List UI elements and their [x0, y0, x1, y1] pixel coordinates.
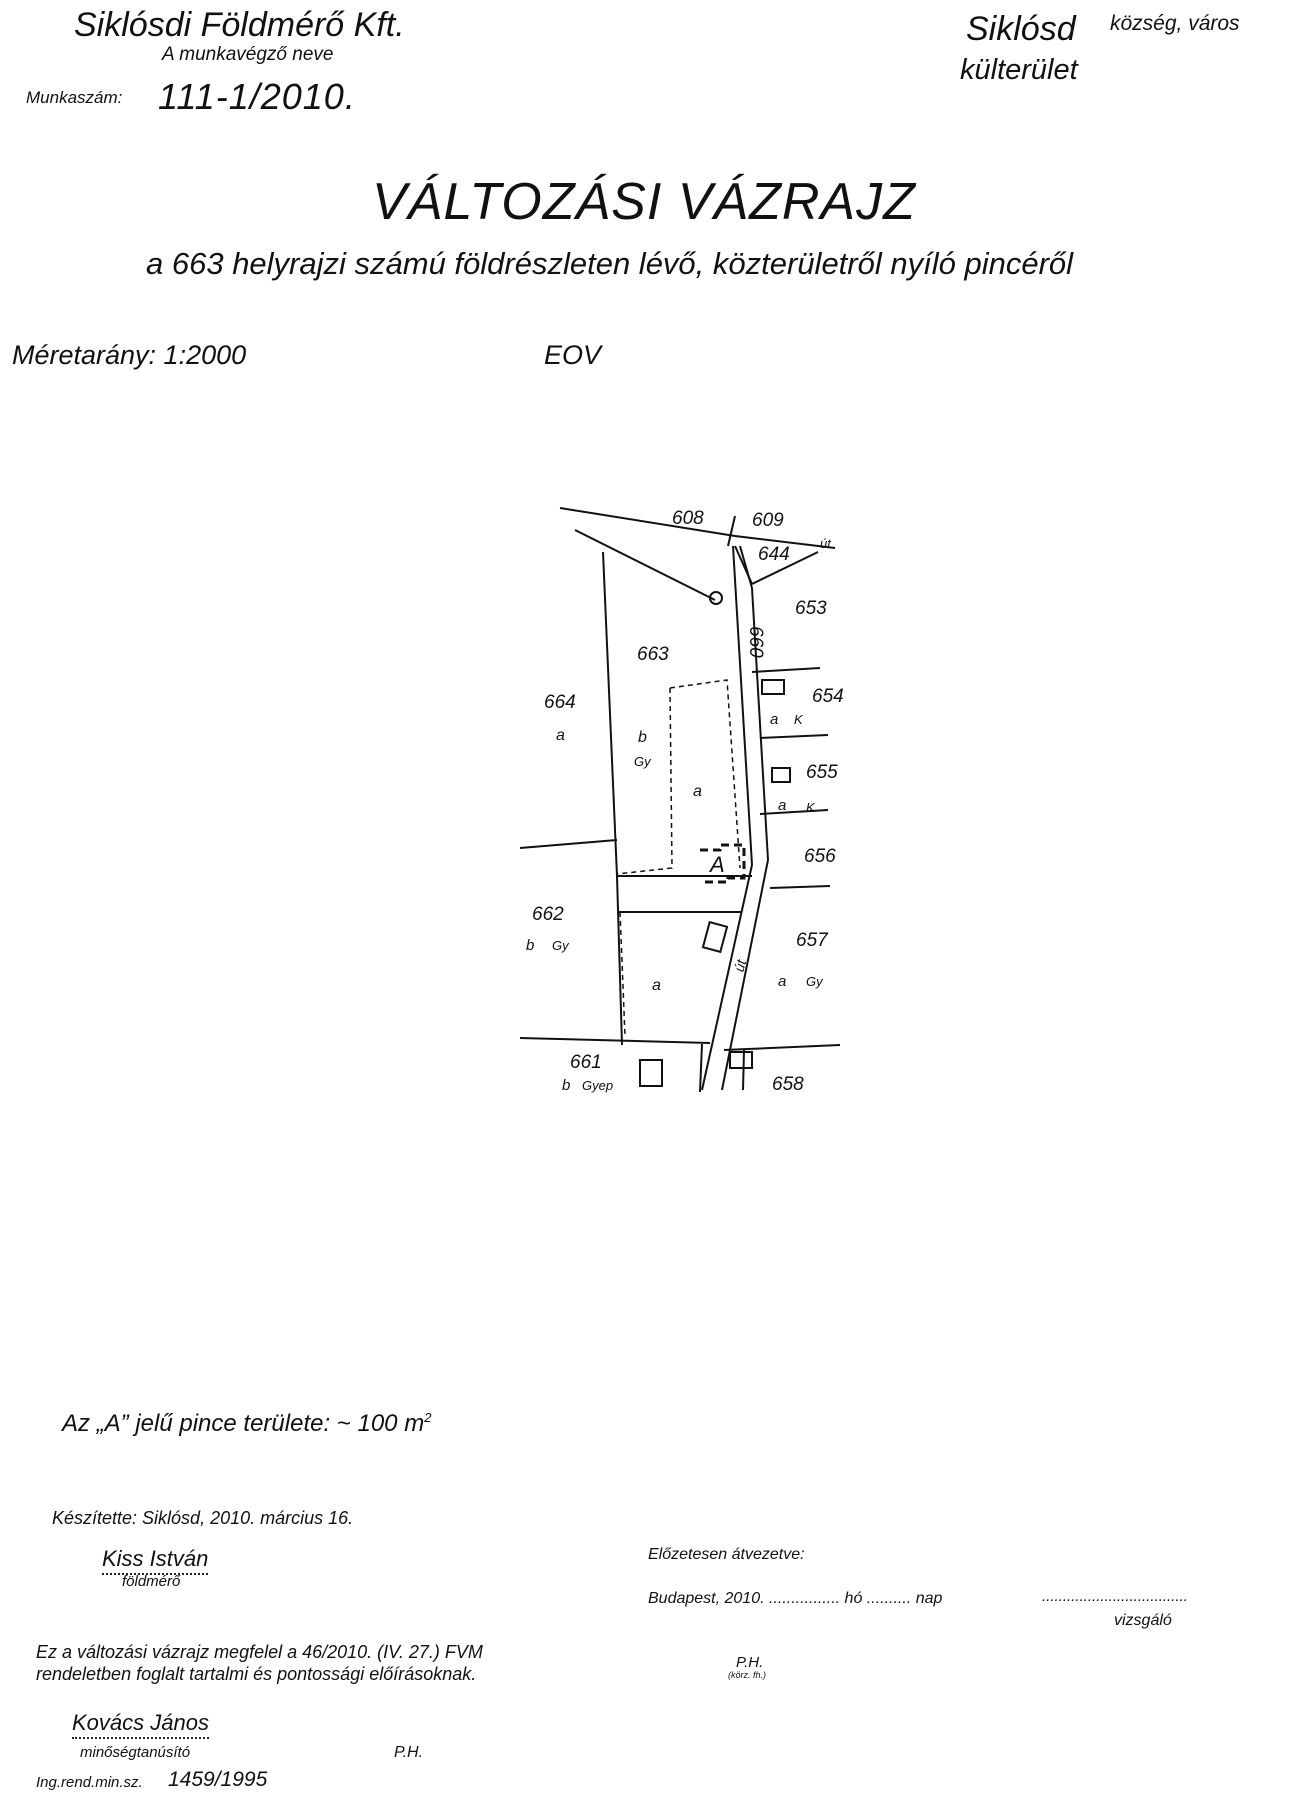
settlement-name: Siklósd [966, 10, 1076, 48]
compliance-line-1: Ez a változási vázrajz megfelel a 46/2010. (IV. 27.) FVM [36, 1642, 483, 1662]
parcel-653: 653 [795, 598, 827, 619]
examiner-signature-line: ................................... [1042, 1588, 1188, 1605]
label-ut-top: út [820, 536, 831, 551]
job-number: 111-1/2010. [158, 76, 356, 117]
parcel-661: 661 [570, 1052, 602, 1073]
parcel-663-gy: Gy [634, 754, 651, 769]
stamp-placeholder-right: P.H. [736, 1654, 764, 1671]
parcel-657-a: a [778, 973, 787, 990]
parcel-663-b: b [638, 729, 647, 746]
qc-title: minőségtanúsító [80, 1744, 191, 1761]
parcel-658: 658 [772, 1074, 804, 1095]
coordinate-system: EOV [544, 340, 602, 370]
parcel-609: 609 [752, 510, 784, 531]
parcel-654: 654 [812, 686, 844, 707]
parcel-654-k: K [794, 712, 803, 727]
surveyor-title: földmérő [122, 1573, 181, 1590]
parcel-655: 655 [806, 762, 838, 783]
parcel-662: 662 [532, 904, 564, 925]
parcel-660: 660 [745, 626, 766, 658]
parcel-657: 657 [796, 930, 828, 951]
prepared-line: Készítette: Siklósd, 2010. március 16. [52, 1508, 354, 1528]
parcel-662-gy: Gy [552, 938, 569, 953]
registration-label: Ing.rend.min.sz. [36, 1774, 143, 1791]
budapest-date-line: Budapest, 2010. ................ hó .......... nap [648, 1590, 943, 1607]
parcel-654-a: a [770, 711, 779, 728]
parcel-656: 656 [804, 846, 836, 867]
cellar-a-label: A [710, 852, 725, 877]
parcel-644: 644 [758, 544, 790, 565]
road-ut-label: út [730, 957, 750, 974]
parcel-664: 664 [544, 692, 576, 713]
parcel-664-sub: a [556, 727, 565, 744]
parcel-661-b: b [562, 1077, 571, 1094]
parcel-608: 608 [672, 508, 704, 529]
stamp-placeholder-left: P.H. [394, 1744, 424, 1761]
company-caption: A munkavégző neve [162, 44, 334, 65]
parcel-655-k: K [806, 800, 815, 815]
area-type: külterület [960, 54, 1078, 86]
parcel-663-a: a [693, 783, 702, 800]
document-title: VÁLTOZÁSI VÁZRAJZ [372, 173, 916, 231]
stamp-placeholder-right-note: (körz. fh.) [728, 1670, 767, 1680]
pre-registered-label: Előzetesen átvezetve: [648, 1546, 805, 1563]
registration-number: 1459/1995 [168, 1768, 268, 1791]
area-unit-exponent: 2 [424, 1410, 432, 1425]
document-subtitle: a 663 helyrajzi számú földrészleten lévő, közterületről nyíló pincéről [146, 246, 1074, 281]
parcel-663: 663 [637, 644, 669, 665]
qc-name: Kovács János [72, 1710, 209, 1739]
cellar-area-note [62, 1410, 431, 1438]
parcel-662-b: b [526, 937, 535, 954]
settlement-caption: község, város [1110, 12, 1240, 35]
job-number-label: Munkaszám: [26, 88, 123, 107]
company-name: Siklósdi Földmérő Kft. [74, 6, 405, 44]
parcel-662-a: a [652, 977, 661, 994]
surveyor-name: Kiss István [102, 1546, 208, 1575]
scale-label: Méretarány: 1:2000 [12, 340, 247, 370]
parcel-657-gy: Gy [806, 974, 823, 989]
compliance-line-2: rendeletben foglalt tartalmi és pontossági előírásoknak. [36, 1664, 477, 1684]
parcel-655-a: a [778, 797, 787, 814]
examiner-label: vizsgáló [1114, 1612, 1172, 1629]
parcel-661-gyep: Gyep [582, 1078, 614, 1093]
cellar-area-text: Az „A” jelű pince területe: ~ 100 m [62, 1410, 425, 1437]
